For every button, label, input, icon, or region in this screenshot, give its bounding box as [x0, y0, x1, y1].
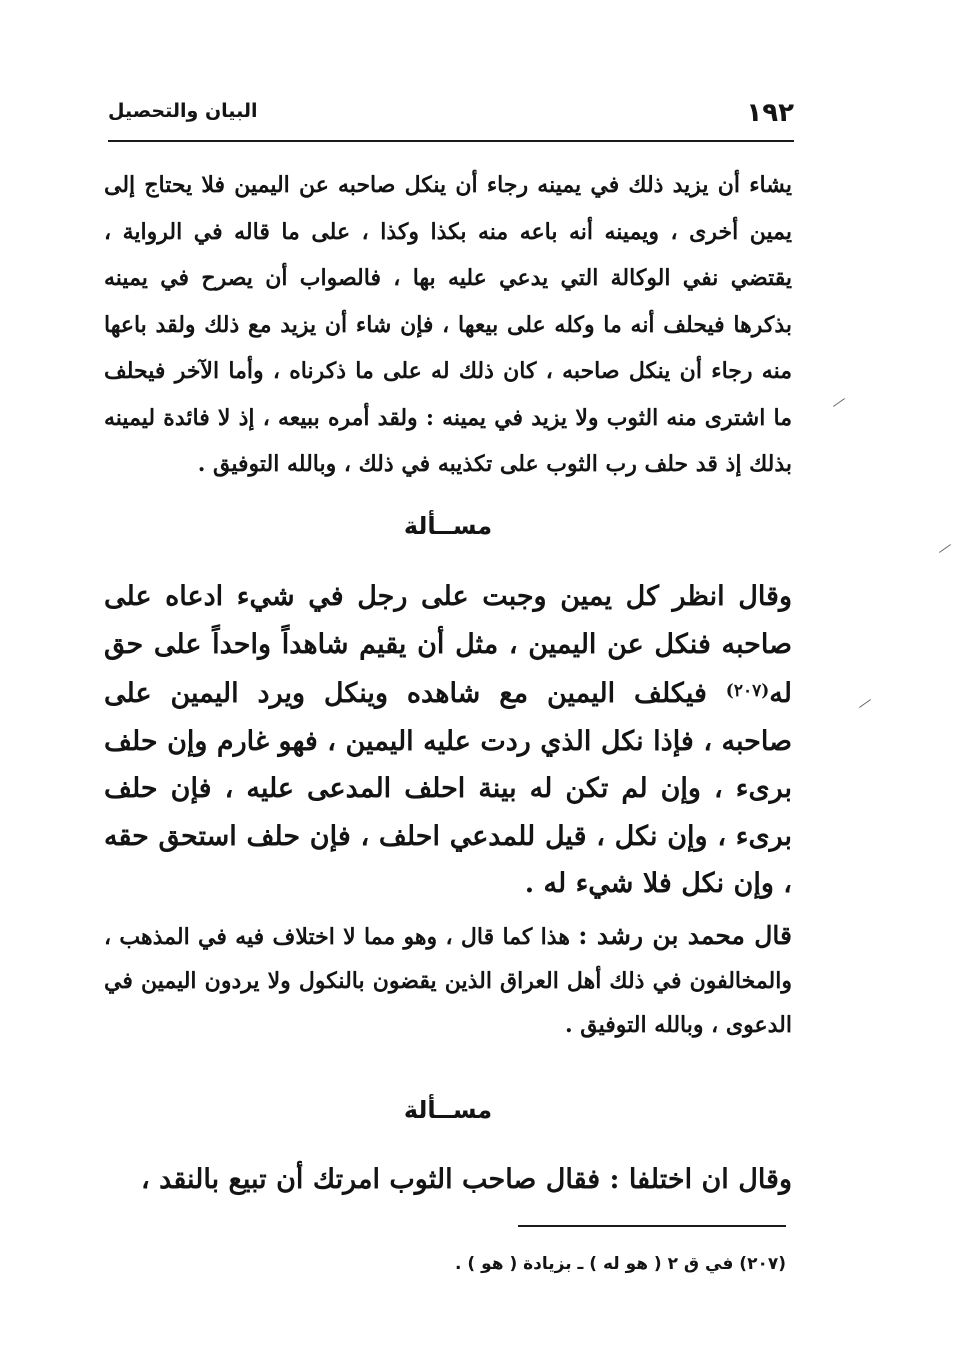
paragraph-next-issue: وقال ان اختلفا : فقال صاحب الثوب امرتك أن تبيع بالنقد ،: [141, 1164, 792, 1195]
paragraph-issue-text: [104, 573, 792, 908]
footnote-207: (٢٠٧) في ق ٢ ( هو له ) ـ بزيادة ( هو ) .: [455, 1254, 786, 1274]
margin-mark: [939, 544, 951, 553]
commentary-text: هذا كما قال ، وهو مما لا اختلاف فيه في المذهب ، والمخالفون في ذلك أهل العراق الذين يقضون بالنكول ولا يردون اليمين في الدعوى ، وبالله التوفيق .: [104, 924, 792, 1038]
margin-mark: [833, 398, 845, 407]
footnote-reference: (٢٠٧): [725, 681, 770, 701]
paragraph-ibn-rushd-commentary: [104, 914, 792, 1047]
commentator-label: قال محمد بن رشد :: [578, 921, 792, 950]
margin-mark: [859, 699, 871, 708]
paragraph-issue-text-part2: فيكلف اليمين مع شاهده وينكل ويرد اليمين على صاحبه ، فإذا نكل الذي ردت عليه اليمين ، فهو غارم وإن حلف برىء ، وإن لم تكن له بينة احلف المدعى عليه ، فإن حلف برىء ، وإن نكل ، قيل للمدعي احلف ، فإن حلف استحق حقه ، وإن نكل فلا شيء له .: [104, 678, 792, 899]
section-heading-1: مســألة: [403, 512, 493, 540]
section-heading-2: مســألة: [403, 1096, 493, 1124]
page-number: ١٩٢: [746, 98, 794, 128]
page-header: [108, 96, 794, 142]
paragraph-issue-text-part1: وقال انظر كل يمين وجبت على رجل في شيء ادعاه على صاحبه فنكل عن اليمين ، مثل أن يقيم شاهداً واحداً على حق له: [104, 581, 792, 709]
footnote-divider: [518, 1225, 786, 1227]
running-title: البيان والتحصيل: [108, 100, 258, 122]
paragraph-commentary-continued: يشاء أن يزيد ذلك في يمينه رجاء أن ينكل صاحبه عن اليمين فلا يحتاج إلى يمين أخرى ، ويمينه أنه باعه منه بكذا وكذا ، على ما قاله في الرواية ، يقتضي نفي الوكالة التي يدعي عليه بها ، فالصواب أن يصرح في يمينه بذكرها فيحلف أنه ما وكله على بيعها ، فإن شاء أن يزيد مع ذلك ولقد باعها منه رجاء أن ينكل صاحبه ، كان ذلك له على ما ذكرناه ، وأما الآخر فيحلف ما اشترى منه الثوب ولا يزيد في يمينه : ولقد أمره ببيعه ، إذ لا فائدة ليمينه بذلك إذ قد حلف رب الثوب على تكذيبه في ذلك ، وبالله التوفيق .: [104, 172, 792, 477]
